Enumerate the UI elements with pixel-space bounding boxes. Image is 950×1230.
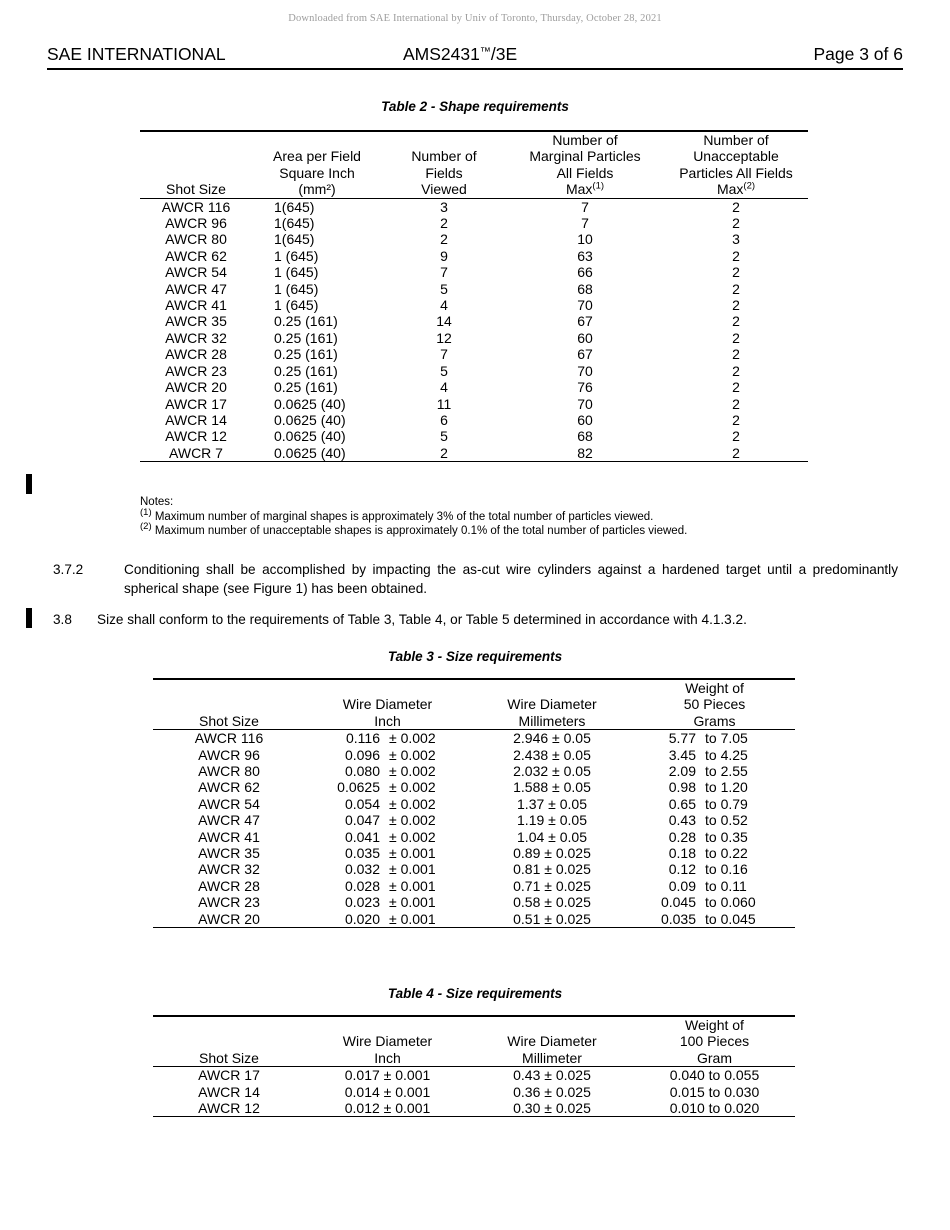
table-row bbox=[140, 198, 808, 215]
cell-fields: 3 bbox=[440, 198, 448, 215]
table2-body bbox=[140, 198, 808, 462]
cell-fields: 6 bbox=[440, 411, 448, 428]
cell-weight-max: to 7.05 bbox=[705, 730, 748, 747]
cell-shot-size: AWCR 116 bbox=[194, 730, 264, 747]
cell-shot-size: AWCR 28 bbox=[198, 877, 260, 894]
cell-shot-size: AWCR 14 bbox=[198, 1083, 260, 1100]
cell-marginal: 68 bbox=[577, 428, 593, 445]
cell-shot-size: AWCR 28 bbox=[165, 346, 227, 363]
table-row bbox=[153, 1067, 795, 1084]
cell-shot-size: AWCR 47 bbox=[198, 812, 260, 829]
cell-inch-nom: 0.054 bbox=[344, 795, 380, 812]
cell-area: 0.0625 (40) bbox=[274, 395, 346, 412]
cell-weight: 0.010 to 0.020 bbox=[634, 1100, 795, 1117]
cell-marginal: 66 bbox=[577, 264, 593, 281]
cell-fields: 4 bbox=[440, 379, 448, 396]
cell-shot-size: AWCR 17 bbox=[198, 1067, 260, 1084]
table3-col-shot-size: Shot Size bbox=[153, 679, 305, 730]
table4-caption: Table 4 - Size requirements bbox=[387, 986, 563, 1001]
table-row bbox=[153, 829, 795, 845]
cell-weight-max: to 0.35 bbox=[705, 828, 748, 845]
table2-col-area-per-field: Area per Field Square Inch (mm²) bbox=[252, 131, 382, 198]
cell-mm: 0.36 ± 0.025 bbox=[513, 1083, 591, 1100]
cell-mm: 1.37 ± 0.05 bbox=[517, 795, 587, 812]
cell-mm: 1.588 ± 0.05 bbox=[513, 779, 591, 796]
clause-3-7-2-text: Conditioning shall be accomplished by impacting the as-cut wire cylinders against a hardened target until a predominantly spherical shape (see Figure 1) has been obtained. bbox=[124, 562, 898, 596]
notes-title: Notes: bbox=[140, 496, 174, 508]
header-page-number: Page 3 of 6 bbox=[813, 44, 903, 64]
cell-inch-tol: ± 0.001 bbox=[380, 911, 470, 928]
cell-weight: 0.015 to 0.030 bbox=[669, 1083, 760, 1100]
cell-shot-size: AWCR 14 bbox=[165, 411, 227, 428]
cell-shot-size: AWCR 12 bbox=[165, 428, 227, 445]
cell-shot-size: AWCR 96 bbox=[165, 215, 227, 232]
cell-shot-size: AWCR 35 bbox=[165, 313, 227, 330]
table3-header-row bbox=[153, 679, 795, 730]
table-row bbox=[153, 861, 795, 877]
footnote-ref-1: (1) bbox=[592, 180, 605, 192]
cell-inch-tol: ± 0.001 bbox=[389, 861, 436, 878]
cell-shot-size: AWCR 116 bbox=[161, 198, 231, 215]
cell-inch: 0.012 ± 0.001 bbox=[305, 1100, 470, 1117]
cell-unacceptable: 2 bbox=[732, 428, 740, 445]
table3-body bbox=[153, 730, 795, 928]
cell-unacceptable: 2 bbox=[732, 264, 740, 281]
cell-shot-size: AWCR 20 bbox=[165, 379, 227, 396]
cell-area: 1(645) bbox=[274, 231, 315, 248]
cell-inch-nom: 0.116 bbox=[346, 730, 380, 747]
cell-fields: 7 bbox=[440, 264, 448, 281]
cell-weight-max: to 1.20 bbox=[705, 779, 748, 796]
cell-weight-min: 0.65 bbox=[668, 795, 696, 812]
cell-marginal: 63 bbox=[577, 247, 593, 264]
cell-shot-size: AWCR 54 bbox=[165, 264, 227, 281]
cell-shot-size: AWCR 7 bbox=[140, 445, 252, 462]
cell-unacceptable: 2 bbox=[732, 215, 740, 232]
note-1-text: Maximum number of marginal shapes is approximately 3% of the total number of particles viewed. bbox=[151, 510, 654, 523]
table2-col-unacceptable-particles: Number of Unacceptable Particles All Fields Max$^{(2)}$ bbox=[664, 131, 808, 198]
cell-weight-min: 0.12 bbox=[668, 861, 696, 878]
table3-header bbox=[153, 679, 795, 730]
cell-mm: 0.51 ± 0.025 bbox=[470, 911, 634, 928]
cell-shot-size: AWCR 17 bbox=[165, 395, 227, 412]
cell-inch-nom: 0.020 bbox=[305, 911, 380, 928]
cell-weight-max: to 0.060 bbox=[705, 894, 756, 911]
cell-marginal: 67 bbox=[577, 346, 593, 363]
cell-mm: 2.032 ± 0.05 bbox=[513, 763, 591, 780]
cell-shot-size: AWCR 35 bbox=[198, 845, 260, 862]
header-document-number bbox=[403, 44, 517, 65]
cell-inch: 0.014 ± 0.001 bbox=[344, 1083, 431, 1100]
cell-unacceptable: 2 bbox=[732, 346, 740, 363]
cell-area: 0.25 (161) bbox=[274, 379, 338, 396]
table-row bbox=[140, 248, 808, 264]
cell-area: 0.0625 (40) bbox=[252, 445, 382, 462]
cell-area: 1 (645) bbox=[274, 297, 319, 314]
cell-weight-max: to 0.045 bbox=[696, 911, 795, 928]
cell-inch-tol: ± 0.002 bbox=[389, 763, 436, 780]
cell-area: 1 (645) bbox=[274, 280, 319, 297]
note-2-marker: (2) bbox=[140, 521, 152, 533]
clause-3-8-number: 3.8 bbox=[53, 612, 72, 627]
change-bar-clause-38 bbox=[26, 608, 32, 628]
cell-mm: 1.19 ± 0.05 bbox=[517, 812, 587, 829]
cell-shot-size: AWCR 20 bbox=[153, 911, 305, 928]
table4 bbox=[153, 1015, 795, 1117]
cell-inch-nom: 0.032 bbox=[344, 861, 380, 878]
cell-unacceptable: 2 bbox=[732, 198, 740, 215]
table4-header bbox=[153, 1016, 795, 1067]
table-row bbox=[140, 363, 808, 379]
cell-marginal: 7 bbox=[581, 198, 589, 215]
table-row bbox=[140, 379, 808, 395]
trademark-icon: ™ bbox=[479, 46, 491, 58]
table-row bbox=[140, 428, 808, 444]
table-row bbox=[140, 313, 808, 329]
table3-col-wire-diameter-mm: Wire Diameter Millimeters bbox=[470, 679, 634, 730]
cell-mm: 2.946 ± 0.05 bbox=[513, 730, 591, 747]
cell-area: 0.25 (161) bbox=[274, 362, 338, 379]
table4-col-weight-100-pieces: Weight of 100 Pieces Gram bbox=[634, 1016, 795, 1067]
cell-weight-max: to 0.16 bbox=[705, 861, 748, 878]
table4-col-shot-size: Shot Size bbox=[153, 1016, 305, 1067]
cell-mm: 0.58 ± 0.025 bbox=[513, 894, 591, 911]
cell-marginal: 68 bbox=[577, 280, 593, 297]
table4-body bbox=[153, 1067, 795, 1117]
note-1-marker: (1) bbox=[140, 506, 152, 518]
cell-marginal: 60 bbox=[577, 411, 593, 428]
table-row bbox=[140, 281, 808, 297]
cell-fields: 12 bbox=[436, 329, 452, 346]
note-2-text: Maximum number of unacceptable shapes is approximately 0.1% of the total number of particles viewed. bbox=[151, 525, 688, 538]
cell-inch-tol: ± 0.002 bbox=[389, 746, 436, 763]
clause-3-7-2 bbox=[53, 560, 898, 598]
cell-weight-max: to 0.52 bbox=[705, 812, 748, 829]
table3 bbox=[153, 678, 795, 928]
cell-marginal: 60 bbox=[577, 329, 593, 346]
cell-fields: 5 bbox=[440, 362, 448, 379]
cell-shot-size: AWCR 41 bbox=[165, 297, 227, 314]
cell-mm: 0.30 ± 0.025 bbox=[470, 1100, 634, 1117]
cell-fields: 5 bbox=[440, 428, 448, 445]
cell-weight-min: 2.09 bbox=[668, 763, 696, 780]
cell-marginal: 70 bbox=[577, 395, 593, 412]
cell-area: 0.25 (161) bbox=[274, 329, 338, 346]
table-row bbox=[153, 812, 795, 828]
table-row bbox=[140, 215, 808, 231]
cell-marginal: 82 bbox=[506, 445, 664, 462]
cell-unacceptable: 2 bbox=[664, 445, 808, 462]
cell-shot-size: AWCR 47 bbox=[165, 280, 227, 297]
cell-inch-tol: ± 0.002 bbox=[389, 779, 436, 796]
cell-unacceptable: 2 bbox=[732, 379, 740, 396]
cell-inch-tol: ± 0.002 bbox=[389, 812, 436, 829]
table2-header-row bbox=[140, 131, 808, 198]
cell-fields: 14 bbox=[436, 313, 452, 330]
table-row bbox=[153, 845, 795, 861]
cell-weight-max: to 4.25 bbox=[705, 746, 748, 763]
cell-unacceptable: 3 bbox=[732, 231, 740, 248]
cell-area: 0.25 (161) bbox=[274, 346, 338, 363]
header-organization: SAE INTERNATIONAL bbox=[47, 44, 226, 64]
note-2 bbox=[140, 521, 688, 539]
cell-shot-size: AWCR 12 bbox=[153, 1100, 305, 1117]
header-doc-revision: /3E bbox=[490, 44, 518, 64]
cell-inch-tol: ± 0.002 bbox=[389, 828, 436, 845]
cell-mm: 0.43 ± 0.025 bbox=[513, 1067, 591, 1084]
cell-weight-min: 3.45 bbox=[668, 746, 696, 763]
table3-caption: Table 3 - Size requirements bbox=[387, 649, 563, 664]
cell-weight-min: 0.28 bbox=[668, 828, 696, 845]
cell-area: 1 (645) bbox=[274, 264, 319, 281]
cell-marginal: 10 bbox=[577, 231, 593, 248]
cell-shot-size: AWCR 80 bbox=[198, 763, 260, 780]
cell-unacceptable: 2 bbox=[732, 297, 740, 314]
cell-fields: 2 bbox=[382, 445, 506, 462]
table2-notes bbox=[140, 495, 687, 539]
table-row bbox=[140, 297, 808, 313]
cell-inch-tol: ± 0.002 bbox=[389, 730, 436, 747]
table-row bbox=[153, 1100, 795, 1117]
table-row bbox=[140, 396, 808, 412]
cell-unacceptable: 2 bbox=[732, 329, 740, 346]
cell-shot-size: AWCR 80 bbox=[165, 231, 227, 248]
table-row bbox=[153, 1084, 795, 1100]
note-1 bbox=[140, 506, 687, 525]
table-row bbox=[153, 730, 795, 747]
page-header bbox=[47, 44, 903, 70]
table2-col-shot-size: Shot Size bbox=[140, 131, 252, 198]
download-watermark: Downloaded from SAE International by Univ of Toronto, Thursday, October 28, 2021 bbox=[288, 13, 662, 24]
table2 bbox=[140, 130, 808, 462]
cell-area: 0.0625 (40) bbox=[274, 428, 346, 445]
cell-fields: 2 bbox=[440, 231, 448, 248]
table-row bbox=[153, 747, 795, 763]
cell-unacceptable: 2 bbox=[732, 313, 740, 330]
cell-mm: 1.04 ± 0.05 bbox=[517, 828, 587, 845]
cell-inch-tol: ± 0.001 bbox=[389, 877, 436, 894]
table-row bbox=[140, 346, 808, 362]
table2-header bbox=[140, 131, 808, 198]
cell-mm: 0.81 ± 0.025 bbox=[513, 861, 591, 878]
header-doc-id: AMS2431 bbox=[403, 44, 480, 64]
table-row bbox=[153, 894, 795, 910]
cell-area: 1 (645) bbox=[274, 247, 319, 264]
cell-shot-size: AWCR 54 bbox=[198, 795, 260, 812]
cell-weight-min: 0.43 bbox=[668, 812, 696, 829]
cell-weight-min: 0.035 bbox=[634, 911, 696, 928]
table2-col-marginal-particles: Number of Marginal Particles All Fields Max$^{(1)}$ bbox=[506, 131, 664, 198]
table-row bbox=[140, 231, 808, 247]
cell-fields: 11 bbox=[436, 395, 452, 412]
cell-marginal: 70 bbox=[577, 362, 593, 379]
cell-inch-nom: 0.080 bbox=[344, 763, 380, 780]
clause-3-8-text: Size shall conform to the requirements of Table 3, Table 4, or Table 5 determined in accordance with 4.1.3.2. bbox=[97, 612, 747, 627]
cell-area: 1(645) bbox=[274, 215, 315, 232]
table-row bbox=[140, 264, 808, 280]
cell-area: 1(645) bbox=[274, 198, 315, 215]
cell-mm: 2.438 ± 0.05 bbox=[513, 746, 591, 763]
table-row bbox=[153, 878, 795, 894]
table-row bbox=[153, 911, 795, 928]
cell-shot-size: AWCR 23 bbox=[198, 894, 260, 911]
cell-fields: 9 bbox=[440, 247, 448, 264]
table-row bbox=[140, 330, 808, 346]
cell-inch-tol: ± 0.001 bbox=[389, 894, 436, 911]
table2-col-number-of-fields: Number of Fields Viewed bbox=[382, 131, 506, 198]
cell-weight-min: 0.045 bbox=[660, 894, 696, 911]
cell-marginal: 76 bbox=[577, 379, 593, 396]
table3-col-wire-diameter-inch: Wire Diameter Inch bbox=[305, 679, 470, 730]
cell-inch: 0.017 ± 0.001 bbox=[344, 1067, 431, 1084]
cell-shot-size: AWCR 62 bbox=[165, 247, 227, 264]
cell-weight-min: 0.09 bbox=[668, 877, 696, 894]
cell-inch-nom: 0.047 bbox=[344, 812, 380, 829]
cell-area: 0.0625 (40) bbox=[274, 411, 346, 428]
cell-inch-nom: 0.028 bbox=[344, 877, 380, 894]
cell-marginal: 70 bbox=[577, 297, 593, 314]
cell-fields: 7 bbox=[440, 346, 448, 363]
table3-col-weight-50-pieces: Weight of 50 Pieces Grams bbox=[634, 679, 795, 730]
cell-weight: 0.040 to 0.055 bbox=[669, 1067, 760, 1084]
cell-inch-tol: ± 0.002 bbox=[389, 795, 436, 812]
cell-shot-size: AWCR 32 bbox=[198, 861, 260, 878]
cell-inch-nom: 0.035 bbox=[344, 845, 380, 862]
cell-unacceptable: 2 bbox=[732, 247, 740, 264]
cell-shot-size: AWCR 23 bbox=[165, 362, 227, 379]
table-row bbox=[140, 412, 808, 428]
cell-unacceptable: 2 bbox=[732, 280, 740, 297]
cell-fields: 4 bbox=[440, 297, 448, 314]
cell-shot-size: AWCR 96 bbox=[198, 746, 260, 763]
cell-weight-min: 5.77 bbox=[668, 730, 696, 747]
table4-col-wire-diameter-inch: Wire Diameter Inch bbox=[305, 1016, 470, 1067]
table-row bbox=[140, 445, 808, 462]
table2-caption: Table 2 - Shape requirements bbox=[381, 99, 569, 114]
cell-shot-size: AWCR 62 bbox=[198, 779, 260, 796]
cell-fields: 2 bbox=[440, 215, 448, 232]
cell-weight-max: to 0.79 bbox=[705, 795, 748, 812]
change-bar-table2 bbox=[26, 474, 32, 494]
table4-header-row bbox=[153, 1016, 795, 1067]
table-row bbox=[153, 796, 795, 812]
clause-3-7-2-number: 3.7.2 bbox=[53, 562, 84, 577]
cell-shot-size: AWCR 32 bbox=[165, 329, 227, 346]
cell-unacceptable: 2 bbox=[732, 362, 740, 379]
cell-mm: 0.89 ± 0.025 bbox=[513, 845, 591, 862]
cell-unacceptable: 2 bbox=[732, 395, 740, 412]
table-row bbox=[153, 779, 795, 795]
cell-mm: 0.71 ± 0.025 bbox=[513, 877, 591, 894]
cell-weight-max: to 2.55 bbox=[705, 763, 748, 780]
table4-col-wire-diameter-mm: Wire Diameter Millimeter bbox=[470, 1016, 634, 1067]
clause-3-8 bbox=[53, 610, 898, 629]
cell-marginal: 67 bbox=[577, 313, 593, 330]
cell-fields: 5 bbox=[440, 280, 448, 297]
cell-weight-max: to 0.11 bbox=[705, 877, 747, 894]
cell-inch-nom: 0.096 bbox=[344, 746, 380, 763]
cell-inch-nom: 0.023 bbox=[344, 894, 380, 911]
cell-weight-min: 0.98 bbox=[668, 779, 696, 796]
footnote-ref-2: (2) bbox=[743, 180, 756, 192]
cell-weight-max: to 0.22 bbox=[705, 845, 748, 862]
cell-inch-tol: ± 0.001 bbox=[389, 845, 436, 862]
cell-area: 0.25 (161) bbox=[274, 313, 338, 330]
cell-marginal: 7 bbox=[581, 215, 589, 232]
table-row bbox=[153, 763, 795, 779]
cell-inch-nom: 0.0625 bbox=[337, 779, 380, 796]
cell-shot-size: AWCR 41 bbox=[198, 828, 260, 845]
cell-weight-min: 0.18 bbox=[668, 845, 696, 862]
cell-inch-nom: 0.041 bbox=[344, 828, 380, 845]
cell-unacceptable: 2 bbox=[732, 411, 740, 428]
